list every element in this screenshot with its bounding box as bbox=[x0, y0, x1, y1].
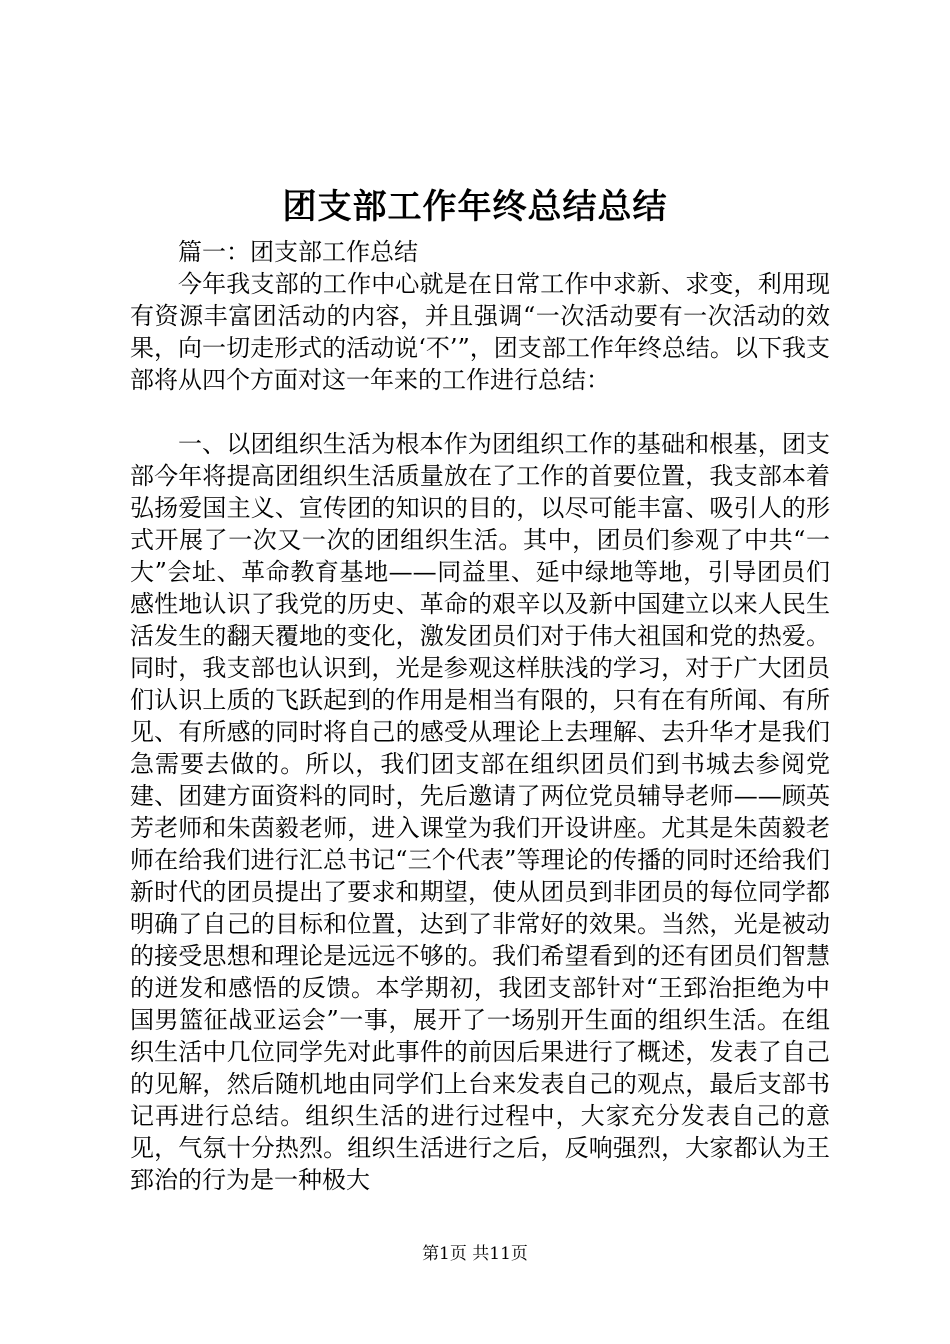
document-body bbox=[130, 236, 830, 1196]
paragraph-section-one: 一、以团组织生活为根本作为团组织工作的基础和根基，团支部今年将提高团组织生活质量放在了工作的首要位置，我支部本着弘扬爱国主义、宣传团的知识的目的，以尽可能丰富、吸引人的形式开展了一次又一次的团组织生活。其中，团员们参观了中共“一大”会址、革命教育基地——同益里、延中绿地等地，引导团员们感性地认识了我党的历史、革命的艰辛以及新中国建立以来人民生活发生的翻天覆地的变化，激发团员们对于伟大祖国和党的热爱。同时，我支部也认识到，光是参观这样肤浅的学习，对于广大团员们认识上质的飞跃起到的作用是相当有限的，只有在有所闻、有所见、有所感的同时将自己的感受从理论上去理解、去升华才是我们急需要去做的。所以，我们团支部在组织团员们到书城去参阅党建、团建方面资料的同时，先后邀请了两位党员辅导老师——顾英芳老师和朱茵毅老师，进入课堂为我们开设讲座。尤其是朱茵毅老师在给我们进行汇总书记“三个代表”等理论的传播的同时还给我们新时代的团员提出了要求和期望，使从团员到非团员的每位同学都明确了自己的目标和位置，达到了非常好的效果。当然，光是被动的接受思想和理论是远远不够的。我们希望看到的还有团员们智慧的迸发和感悟的反馈。本学期初，我团支部针对“王郅治拒绝为中国男篮征战亚运会”一事，展开了一场别开生面的组织生活。在组织生活中几位同学先对此事件的前因后果进行了概述，发表了自己的见解，然后随机地由同学们上台来发表自己的观点，最后支部书记再进行总结。组织生活的进行过程中，大家充分发表自己的意见，气氛十分热烈。组织生活进行之后，反响强烈，大家都认为王郅治的行为是一种极大 bbox=[130, 430, 830, 1194]
document-title: 团支部工作年终总结总结 bbox=[282, 187, 668, 227]
paragraph-intro: 今年我支部的工作中心就是在日常工作中求新、求变，利用现有资源丰富团活动的内容，并且强调“一次活动要有一次活动的效果，向一切走形式的活动说‘不’”，团支部工作年终总结。以下我支部将从四个方面对这一年来的工作进行总结： bbox=[130, 270, 830, 394]
page-number-footer: 第1页 共11页 bbox=[422, 1244, 528, 1264]
subheading: 篇一：团支部工作总结 bbox=[178, 238, 418, 266]
